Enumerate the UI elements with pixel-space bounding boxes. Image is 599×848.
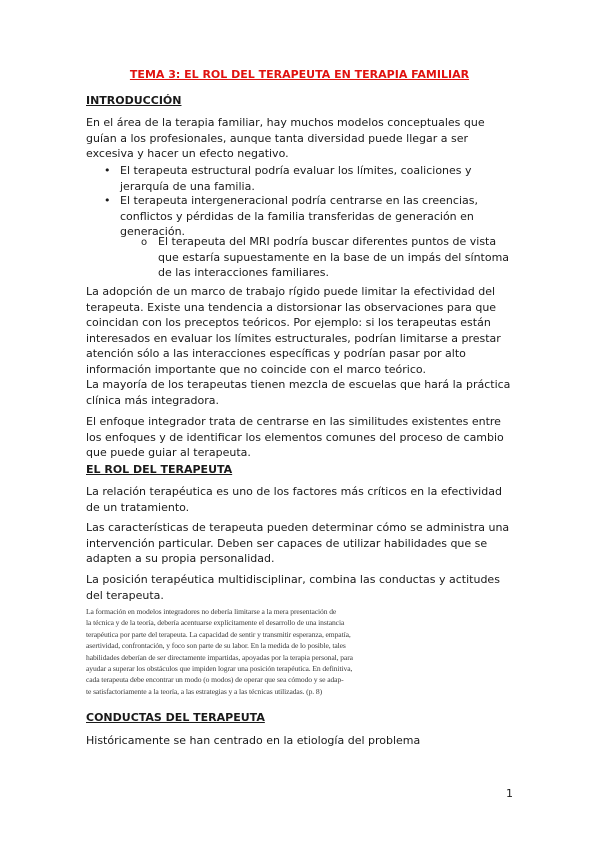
text-line: de un tratamiento. bbox=[86, 500, 190, 514]
intro-paragraph-3 bbox=[86, 377, 526, 408]
text-line: que puede guiar al terapeuta. bbox=[86, 446, 251, 459]
text-line: del terapeuta. bbox=[86, 588, 164, 602]
section-heading-conductas: CONDUCTAS DEL TERAPEUTA bbox=[86, 711, 265, 724]
intro-paragraph-1 bbox=[86, 115, 526, 162]
text-line: La relación terapéutica es uno de los factores más críticos en la efectividad bbox=[86, 485, 502, 498]
section-heading-introduccion: INTRODUCCIÓN bbox=[86, 94, 182, 107]
bullet-marker: • bbox=[104, 164, 111, 177]
text-line: La posición terapéutica multidisciplinar, combina las conductas y actitudes bbox=[86, 573, 500, 586]
text-line: clínica más integradora. bbox=[86, 393, 219, 407]
document-title: TEMA 3: EL ROL DEL TERAPEUTA EN TERAPIA FAMILIAR bbox=[129, 68, 470, 81]
rol-paragraph-1 bbox=[86, 484, 526, 515]
text-line: de las interacciones familiares. bbox=[158, 266, 330, 279]
page-number: 1 bbox=[506, 787, 513, 800]
quote-line: La formación en modelos integradores no debería limitarse a la mera presentación de bbox=[86, 607, 337, 616]
text-line: información importante que no coincide con el marco teórico. bbox=[86, 362, 426, 376]
text-line: guían a los profesionales, aunque tanta diversidad puede llegar a ser bbox=[86, 131, 469, 145]
text-line: jerarquía de una familia. bbox=[120, 179, 255, 193]
text-line: intervención particular. Deben ser capaces de utilizar habilidades que se bbox=[86, 536, 488, 550]
text-line: interesados en evaluar los límites estructurales, podrían limitarse a prestar bbox=[86, 331, 501, 345]
text-line: Las características de terapeuta pueden determinar cómo se administra una bbox=[86, 521, 510, 534]
text-line: coincidan con los preceptos teóricos. Por ejemplo: si los terapeutas están bbox=[86, 316, 491, 329]
text-line: que estaría supuestamente en la base de un impás del síntoma bbox=[158, 250, 510, 264]
text-line: adapten a su propia personalidad. bbox=[86, 552, 275, 565]
quote-line: terapéutica por parte del terapeuta. La capacidad de sentir y transmitir esperanza, empatía, bbox=[86, 629, 351, 639]
text-line: En el área de la terapia familiar, hay muchos modelos conceptuales que bbox=[86, 116, 485, 129]
text-line: los enfoques y de identificar los elementos comunes del proceso de cambio bbox=[86, 430, 504, 444]
bullet-marker: • bbox=[104, 194, 111, 207]
text-line: El enfoque integrador trata de centrarse en las similitudes existentes entre bbox=[86, 415, 501, 428]
sub-bullet-marker: o bbox=[141, 237, 148, 248]
text-line: conflictos y pérdidas de la familia transferidas de generación en bbox=[120, 209, 474, 223]
text-line: terapeuta. Existe una tendencia a distorsionar las observaciones para que bbox=[86, 300, 497, 314]
text-line: generación. bbox=[120, 225, 186, 238]
quote-line: asertividad, confrontación, y foco son parte de su labor. En la medida de lo posible, tales bbox=[86, 641, 346, 651]
section-heading-rol: EL ROL DEL TERAPEUTA bbox=[86, 463, 233, 476]
sub-bullet-item-mri bbox=[158, 234, 518, 281]
quote-line: la técnica y de la teoría, debería acentuarse explícitamente el desarrollo de una instancia bbox=[86, 618, 345, 628]
text-line: El terapeuta estructural podría evaluar los límites, coaliciones y bbox=[120, 164, 472, 177]
bullet-item-structural bbox=[120, 163, 520, 194]
block-quote bbox=[86, 606, 518, 697]
quote-line: ayudar a superar los obstáculos que impiden lograr una posición terapéutica. En definitiva, bbox=[86, 664, 353, 674]
quote-line: te satisfactoriamente a la teoría, a las estrategias y a las técnicas utilizadas. (p. 8) bbox=[86, 686, 322, 696]
quote-line: habilidades deberían de ser directamente impartidas, apoyadas por la terapia personal, para bbox=[86, 652, 353, 662]
intro-paragraph-2 bbox=[86, 284, 526, 377]
text-line: excesiva y hacer un efecto negativo. bbox=[86, 147, 289, 160]
text-line: Históricamente se han centrado en la etiología del problema bbox=[86, 734, 421, 747]
rol-paragraph-3 bbox=[86, 572, 526, 603]
quote-line: cada terapeuta debe encontrar un modo (o modos) de operar que sea cómodo y se adap- bbox=[86, 675, 344, 685]
text-line: El terapeuta del MRI podría buscar diferentes puntos de vista bbox=[158, 235, 497, 248]
text-line: La mayoría de los terapeutas tienen mezcla de escuelas que hará la práctica bbox=[86, 378, 511, 391]
text-line: atención sólo a las interacciones específicas y podrían pasar por alto bbox=[86, 347, 466, 360]
bullet-item-intergenerational bbox=[120, 193, 520, 240]
intro-paragraph-4 bbox=[86, 414, 526, 461]
rol-paragraph-2 bbox=[86, 520, 526, 567]
conductas-paragraph-1 bbox=[86, 733, 526, 749]
text-line: El terapeuta intergeneracional podría centrarse en las creencias, bbox=[120, 194, 478, 207]
text-line: La adopción de un marco de trabajo rígido puede limitar la efectividad del bbox=[86, 285, 496, 298]
